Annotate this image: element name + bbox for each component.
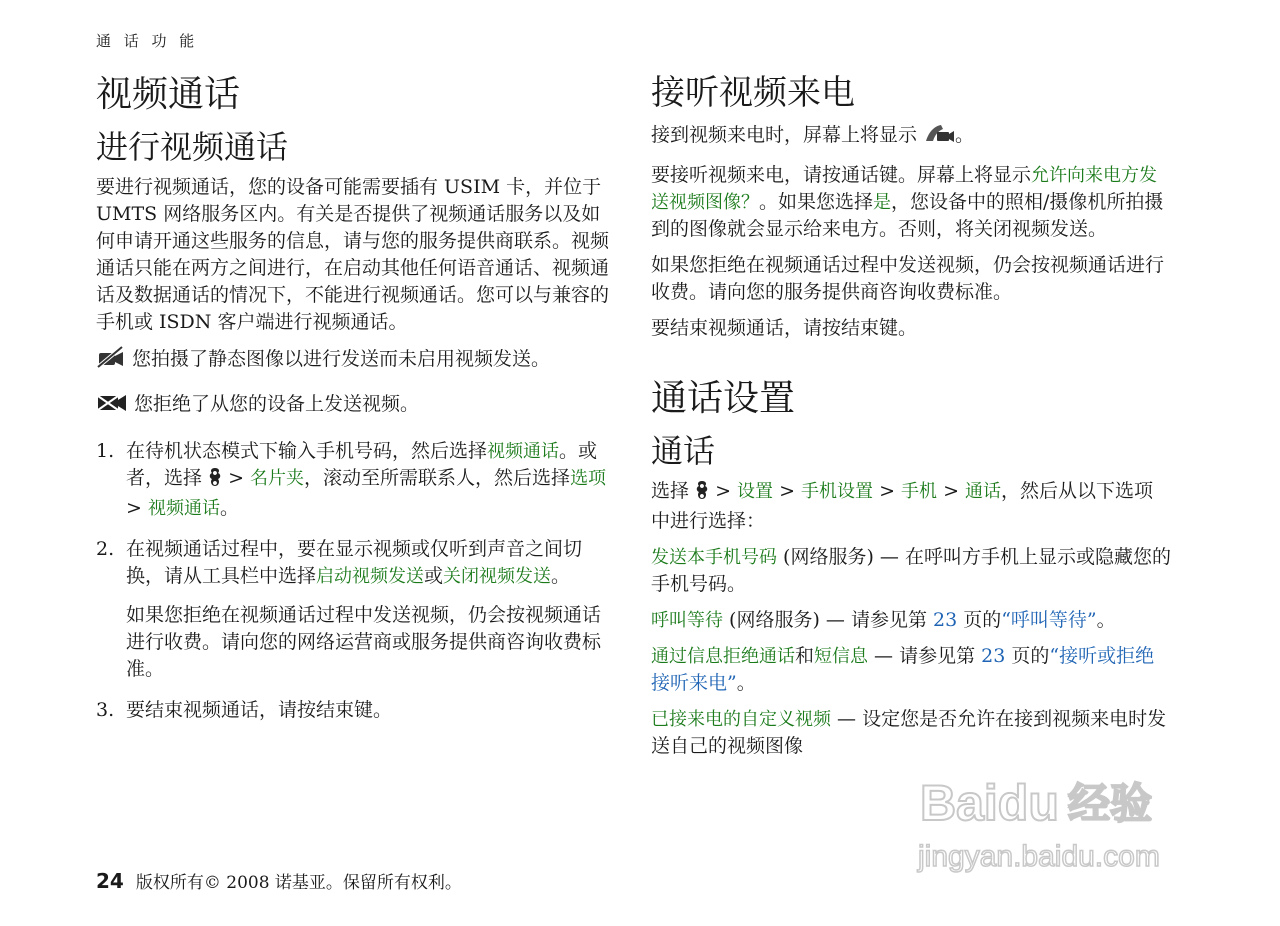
menu-link-call[interactable]: 通话 — [965, 481, 1002, 502]
option-custom-video-label[interactable]: 已接来电的自定义视频 — [651, 709, 831, 730]
watermark-brand: Baidu — [920, 775, 1059, 831]
menu-path-paragraph: 选择 > 设置 > 手机设置 > 手机 > 通话，然后从以下选项中进行选择： — [651, 480, 1154, 532]
menu-link-video-call[interactable]: 视频通话 — [487, 441, 560, 462]
section-ref-link[interactable]: “呼叫等待” — [1001, 609, 1097, 631]
page-footer — [96, 868, 462, 893]
baidu-watermark — [900, 760, 1220, 880]
note-no-video-text: 您拒绝了从您的设备上发送视频。 — [134, 393, 420, 415]
menu-link-options[interactable]: 选项 — [570, 468, 607, 489]
section-title-call-settings: 通话设置 — [651, 378, 796, 419]
page-number: 24 — [96, 869, 124, 893]
menu-link-start-video[interactable]: 启动视频发送 — [316, 566, 425, 587]
option-custom-video: 已接来电的自定义视频 — 设定您是否允许在接到视频来电时发送自己的视频图像 — [651, 708, 1167, 757]
note-still-image — [96, 345, 616, 377]
video-call-icon — [923, 123, 955, 153]
menu-link-phone-settings[interactable]: 手机设置 — [801, 481, 874, 502]
watermark-url: jingyan.baidu.com — [918, 840, 1160, 873]
menu-key-icon — [695, 480, 709, 508]
prompt-allow-video: 允许向来电方发送视频图像？ — [651, 165, 1158, 213]
option-reject-label[interactable]: 通过信息拒绝通话 — [651, 646, 795, 667]
page-ref-link[interactable]: 23 — [981, 645, 1006, 667]
option-call-waiting: 呼叫等待 (网络服务) — 请参见第 23 页的“呼叫等待”。 — [651, 609, 1116, 631]
watermark-brand-cn: 经验 — [1068, 779, 1153, 828]
option-send-number-label[interactable]: 发送本手机号码 — [651, 547, 777, 568]
running-head: 通 话 功 能 — [96, 32, 199, 50]
page-ref-link[interactable]: 23 — [932, 609, 958, 631]
option-yes[interactable]: 是 — [873, 192, 892, 213]
step-2-charge-note: 如果您拒绝在视频通话过程中发送视频，仍会按视频通话进行收费。请向您的网络运营商或服务提供商咨询收费标准。 — [126, 604, 602, 680]
menu-link-settings[interactable]: 设置 — [737, 481, 774, 502]
page-title: 视频通话 — [96, 74, 241, 115]
menu-link-video-call-2[interactable]: 视频通话 — [147, 498, 220, 519]
section-ref-link[interactable]: “接听或拒绝接听来电” — [651, 645, 1155, 694]
steps-list — [96, 438, 616, 724]
end-call-paragraph: 要结束视频通话，请按结束键。 — [651, 317, 918, 339]
list-item: 2. 在视频通话过程中，要在显示视频或仅听到声音之间切换，请从工具栏中选择启动视频发送或关闭视频发送。 如果您拒绝在视频通话过程中发送视频，仍会按视频通话进行收费。请向您的网络运营商或服务提供商咨询收费标准。 — [96, 536, 616, 683]
note-still-text: 您拍摄了静态图像以进行发送而未启用视频发送。 — [132, 348, 551, 370]
note-no-video — [96, 391, 616, 422]
menu-key-icon — [208, 467, 222, 495]
video-off-icon — [96, 392, 128, 422]
subsection-title-call: 通话 — [651, 432, 716, 470]
option-send-number: 发送本手机号码 (网络服务) — 在呼叫方手机上显示或隐藏您的手机号码。 — [651, 546, 1171, 595]
option-sms-label[interactable]: 短信息 — [814, 646, 869, 667]
menu-link-stop-video[interactable]: 关闭视频发送 — [443, 566, 552, 587]
option-reject-msg: 通过信息拒绝通话和短信息 — 请参见第 23 页的“接听或拒绝接听来电”。 — [651, 645, 1155, 694]
copyright: 版权所有© 2008 诺基亚。保留所有权利。 — [135, 873, 462, 893]
answer-paragraph: 要接听视频来电，请按通话键。屏幕上将显示允许向来电方发送视频图像？。如果您选择是，您设备中的照相/摄像机所拍摄到的图像就会显示给来电方。否则，将关闭视频发送。 — [651, 164, 1164, 240]
list-item: 3. 要结束视频通话，请按结束键。 — [96, 699, 393, 721]
section-title-make-call: 进行视频通话 — [96, 128, 289, 166]
list-item: 1. 在待机状态模式下输入手机号码，然后选择视频通话。或者，选择 > 名片夹，滚动至所需联系人，然后选择选项 > 视频通话。 — [96, 440, 607, 519]
option-call-waiting-label[interactable]: 呼叫等待 — [651, 610, 723, 631]
right-column — [651, 72, 1171, 769]
camera-off-icon — [96, 345, 126, 377]
menu-link-phone[interactable]: 手机 — [901, 481, 938, 502]
left-column — [96, 72, 616, 738]
menu-link-contacts[interactable]: 名片夹 — [250, 468, 305, 489]
section-title-answer: 接听视频来电 — [651, 73, 855, 113]
charge-paragraph: 如果您拒绝在视频通话过程中发送视频，仍会按视频通话进行收费。请向您的服务提供商咨询收费标准。 — [651, 254, 1165, 303]
intro-paragraph: 要进行视频通话，您的设备可能需要插有 USIM 卡，并位于 UMTS 网络服务区内。有关是否提供了视频通话服务以及如何申请开通这些服务的信息，请与您的服务提供商联系。视频通话只能在两方之间进行，在启动其他任何语音通话、视频通话及数据通话的情况下，不能进行视频通话。您可以与兼容的手机或 ISDN 客户端进行视频通话。 — [96, 176, 610, 333]
incoming-paragraph: 接到视频来电时，屏幕上将显示 。 — [651, 122, 1171, 153]
